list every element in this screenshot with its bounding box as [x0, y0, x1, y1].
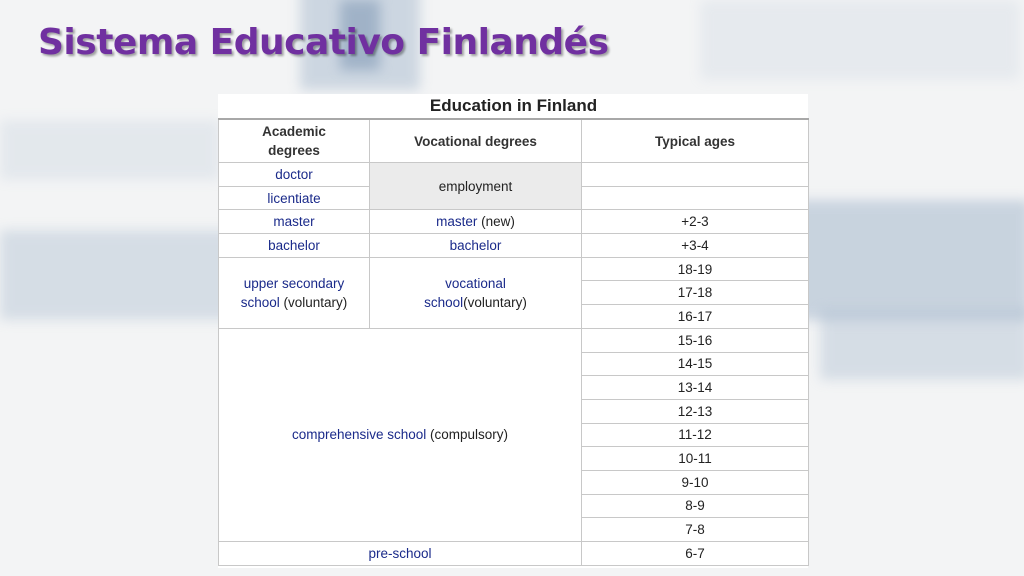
master-vocational-suffix: (new)	[477, 214, 515, 230]
cell-age: +2-3	[582, 210, 809, 234]
cell-age: 6-7	[582, 542, 809, 566]
table-row	[219, 542, 809, 566]
comprehensive-label: comprehensive school	[291, 427, 427, 443]
cell-age: +3-4	[582, 234, 809, 258]
cell-bachelor: bachelor	[219, 234, 370, 258]
cell-licentiate: licentiate	[219, 186, 370, 210]
cell-age: 12-13	[582, 399, 809, 423]
background-brush-streak	[700, 0, 1020, 80]
header-vocational-degrees: Vocational degrees	[370, 119, 582, 163]
cell-age: 13-14	[582, 376, 809, 400]
cell-age-empty	[582, 163, 809, 187]
vocational-line2-b: (voluntary)	[463, 294, 527, 310]
cell-doctor: doctor	[219, 163, 370, 187]
cell-age: 17-18	[582, 281, 809, 305]
cell-age-empty	[582, 186, 809, 210]
cell-age: 14-15	[582, 352, 809, 376]
table-row	[219, 163, 809, 187]
cell-employment: employment	[370, 163, 582, 210]
cell-master-vocational	[370, 210, 582, 234]
table-row	[219, 328, 809, 352]
header-academic-line1: Academic	[262, 124, 326, 139]
upper-secondary-line1: upper secondary	[243, 275, 345, 291]
cell-age: 9-10	[582, 470, 809, 494]
background-brush-streak	[0, 230, 240, 320]
vocational-line1: vocational	[445, 275, 506, 291]
table-header-row	[219, 119, 809, 163]
cell-age: 16-17	[582, 305, 809, 329]
cell-age: 18-19	[582, 257, 809, 281]
vocational-line2-a: school	[424, 294, 464, 310]
slide-title: Sistema Educativo Finlandés	[38, 22, 609, 63]
background-brush-streak	[820, 310, 1024, 380]
table-caption: Education in Finland	[219, 94, 809, 119]
header-academic-degrees	[219, 119, 370, 163]
cell-bachelor-vocational: bachelor	[370, 234, 582, 258]
master-vocational-label: master	[436, 214, 478, 230]
background-brush-streak	[780, 200, 1024, 320]
education-table	[218, 94, 809, 566]
cell-age: 8-9	[582, 494, 809, 518]
cell-upper-secondary-school	[219, 257, 370, 328]
table-row	[219, 234, 809, 258]
cell-master: master	[219, 210, 370, 234]
cell-age: 15-16	[582, 328, 809, 352]
cell-age: 10-11	[582, 447, 809, 471]
header-typical-ages: Typical ages	[582, 119, 809, 163]
upper-secondary-line2-b: (voluntary)	[279, 294, 348, 310]
header-academic-line2: degrees	[268, 143, 320, 158]
cell-pre-school: pre-school	[219, 542, 582, 566]
table-row	[219, 257, 809, 281]
cell-age: 7-8	[582, 518, 809, 542]
cell-comprehensive-school	[219, 328, 582, 541]
comprehensive-suffix: (compulsory)	[426, 427, 509, 443]
cell-vocational-school	[370, 257, 582, 328]
upper-secondary-line2-a: school	[240, 294, 280, 310]
education-table-image	[218, 94, 808, 568]
background-brush-streak	[0, 120, 220, 180]
table-row	[219, 210, 809, 234]
cell-age: 11-12	[582, 423, 809, 447]
